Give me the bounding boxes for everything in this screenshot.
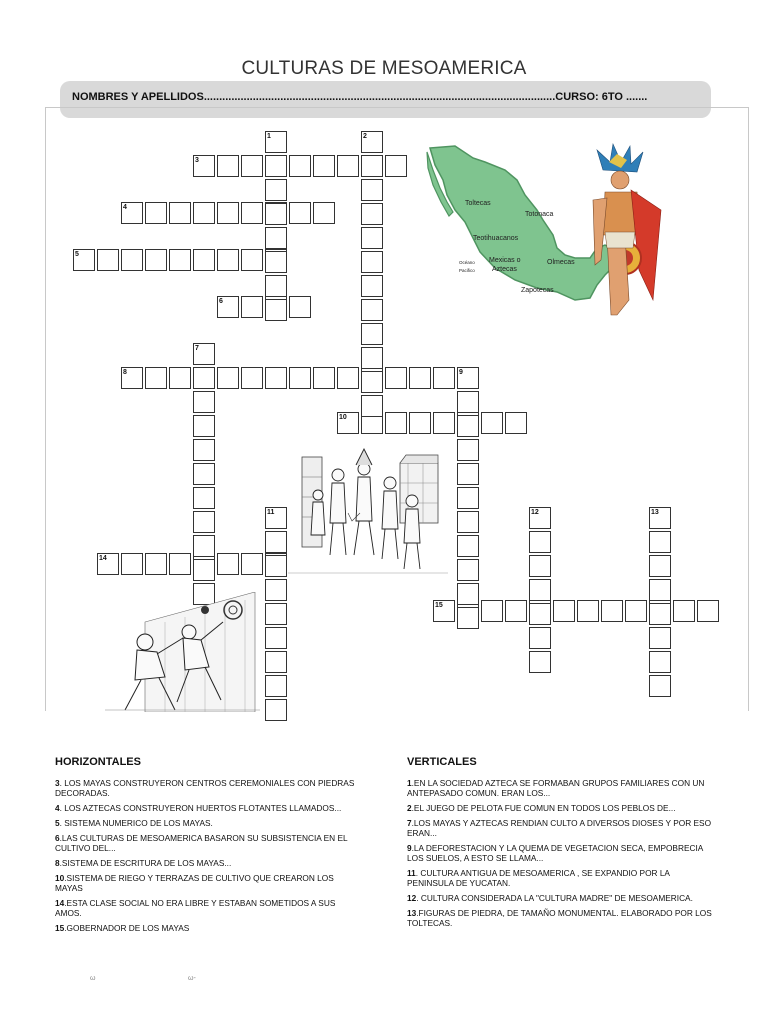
crossword-cell[interactable]: [505, 600, 527, 622]
crossword-cell[interactable]: [649, 555, 671, 577]
crossword-cell[interactable]: [169, 202, 191, 224]
clue-text: .LAS CULTURAS DE MESOAMERICA BASARON SU SUBSISTENCIA EN EL CULTIVO DEL...: [55, 833, 348, 853]
footer-mark-a: ω: [90, 975, 96, 982]
crossword-cell[interactable]: [265, 251, 287, 273]
crossword-cell[interactable]: [457, 511, 479, 533]
crossword-cell[interactable]: [313, 367, 335, 389]
clue-number: 8: [55, 858, 60, 868]
crossword-cell[interactable]: [409, 367, 431, 389]
crossword-cell[interactable]: [385, 412, 407, 434]
clue-number: 12: [407, 893, 417, 903]
crossword-cell[interactable]: [265, 179, 287, 201]
clue-text: . SISTEMA NUMERICO DE LOS MAYAS.: [59, 818, 213, 828]
clue-number: 3: [55, 778, 60, 788]
clue-number: 4: [55, 803, 60, 813]
clue-number-15: 15: [435, 602, 443, 609]
clue-text: .SISTEMA DE ESCRITURA DE LOS MAYAS...: [59, 858, 232, 868]
crossword-cell[interactable]: [529, 531, 551, 553]
crossword-cell[interactable]: [457, 463, 479, 485]
crossword-cell[interactable]: [433, 367, 455, 389]
crossword-cell[interactable]: [457, 391, 479, 413]
crossword-cell[interactable]: [217, 202, 239, 224]
crossword-cell[interactable]: [241, 249, 263, 271]
clue-text: . CULTURA CONSIDERADA LA "CULTURA MADRE" DE MESOAMERICA.: [416, 893, 693, 903]
crossword-cell[interactable]: [145, 249, 167, 271]
crossword-cell[interactable]: [361, 251, 383, 273]
vertical-clue-2: [407, 803, 717, 813]
crossword-cell[interactable]: [649, 603, 671, 625]
crossword-cell[interactable]: [361, 371, 383, 393]
crossword-cell[interactable]: [361, 299, 383, 321]
crossword-cell[interactable]: [217, 155, 239, 177]
crossword-cell[interactable]: [169, 553, 191, 575]
clue-number: 10: [55, 873, 65, 883]
crossword-cell[interactable]: [313, 155, 335, 177]
crossword-cell[interactable]: [505, 412, 527, 434]
crossword-cell[interactable]: [145, 553, 167, 575]
crossword-cell[interactable]: [457, 415, 479, 437]
crossword-cell[interactable]: [193, 439, 215, 461]
clue-number: 7: [407, 818, 412, 828]
clue-number-7: 7: [195, 345, 199, 352]
clue-number-5: 5: [75, 251, 79, 258]
crossword-cell[interactable]: [193, 367, 215, 389]
crossword-cell[interactable]: [361, 347, 383, 369]
mexico-shape: [430, 146, 617, 300]
crossword-cell[interactable]: [529, 603, 551, 625]
crossword-cell[interactable]: [409, 412, 431, 434]
clue-number-8: 8: [123, 369, 127, 376]
crossword-cell[interactable]: [265, 155, 287, 177]
crossword-cell[interactable]: [289, 202, 311, 224]
crossword-cell[interactable]: [241, 202, 263, 224]
vertical-clue-12: [407, 893, 717, 903]
horizontal-clue-3: [55, 778, 355, 798]
map-label-oceano: Océano: [459, 260, 475, 265]
horizontales-heading: HORIZONTALES: [55, 756, 141, 768]
mesoamerica-map: [425, 140, 670, 335]
crossword-cell[interactable]: [265, 275, 287, 297]
crossword-cell[interactable]: [217, 367, 239, 389]
clue-number-12: 12: [531, 509, 539, 516]
clue-number-10: 10: [339, 414, 347, 421]
temple-scene-illustration: [288, 443, 448, 578]
horizontal-clue-15: [55, 923, 355, 933]
footer-mark-b: ω-: [188, 975, 196, 982]
crossword-cell[interactable]: [145, 367, 167, 389]
clues-vertical: [407, 756, 717, 933]
clue-number-11: 11: [267, 509, 275, 516]
map-label-zapotecas: Zapotecas: [521, 287, 554, 294]
crossword-cell[interactable]: [361, 275, 383, 297]
crossword-cell[interactable]: [265, 227, 287, 249]
clues-horizontal: [55, 756, 355, 938]
crossword-cell[interactable]: [529, 627, 551, 649]
crossword-cell[interactable]: [193, 249, 215, 271]
crossword-cell[interactable]: [265, 651, 287, 673]
map-label-toltecas: Toltecas: [465, 200, 491, 207]
crossword-cell[interactable]: [169, 367, 191, 389]
crossword-cell[interactable]: [361, 155, 383, 177]
crossword-cell[interactable]: [361, 179, 383, 201]
crossword-cell[interactable]: [193, 559, 215, 581]
crossword-cell[interactable]: [217, 249, 239, 271]
clue-text: .EL JUEGO DE PELOTA FUE COMUN EN TODOS LOS PEBLOS DE...: [411, 803, 676, 813]
map-label-aztecas: Aztecas: [492, 266, 517, 273]
map-label-pacifico: Pacifico: [459, 268, 475, 273]
crossword-cell[interactable]: [361, 227, 383, 249]
crossword-cell[interactable]: [121, 249, 143, 271]
clue-text: .EN LA SOCIEDAD AZTECA SE FORMABAN GRUPOS FAMILIARES CON UN ANTEPASADO COMUN. ERAN LOS...: [407, 778, 705, 798]
crossword-cell[interactable]: [601, 600, 623, 622]
clue-number-6: 6: [219, 298, 223, 305]
crossword-cell[interactable]: [457, 439, 479, 461]
crossword-cell[interactable]: [649, 579, 671, 601]
vertical-clue-7: [407, 818, 717, 838]
clue-number-3: 3: [195, 157, 199, 164]
crossword-cell[interactable]: [241, 155, 263, 177]
crossword-cell[interactable]: [649, 627, 671, 649]
map-label-olmecas: Olmecas: [547, 259, 575, 266]
crossword-cell[interactable]: [457, 559, 479, 581]
vertical-clue-13: [407, 908, 717, 928]
map-label-mexicas: Mexicas o: [489, 257, 521, 264]
crossword-cell[interactable]: [385, 367, 407, 389]
clue-text: .GOBERNADOR DE LOS MAYAS: [64, 923, 190, 933]
crossword-cell[interactable]: [265, 555, 287, 577]
crossword-cell[interactable]: [289, 155, 311, 177]
crossword-cell[interactable]: [265, 699, 287, 721]
vertical-clue-9: [407, 843, 717, 863]
clue-number-14: 14: [99, 555, 107, 562]
crossword-cell[interactable]: [433, 412, 455, 434]
crossword-cell[interactable]: [529, 651, 551, 673]
crossword-cell[interactable]: [649, 675, 671, 697]
clue-number: 15: [55, 923, 65, 933]
clue-number-13: 13: [651, 509, 659, 516]
vertical-clue-1: [407, 778, 717, 798]
crossword-cell[interactable]: [265, 531, 287, 553]
crossword-cell[interactable]: [193, 415, 215, 437]
crossword-cell[interactable]: [457, 487, 479, 509]
clue-number-1: 1: [267, 133, 271, 140]
clue-number-4: 4: [123, 204, 127, 211]
map-label-totonaca: Totonaca: [525, 211, 554, 218]
crossword-cell[interactable]: [289, 296, 311, 318]
crossword-cell[interactable]: [457, 607, 479, 629]
crossword-cell[interactable]: [121, 553, 143, 575]
crossword-cell[interactable]: [673, 600, 695, 622]
clue-text: .LOS MAYAS Y AZTECAS RENDIAN CULTO A DIVERSOS DIOSES Y POR ESO ERAN...: [407, 818, 712, 838]
crossword-cell[interactable]: [193, 202, 215, 224]
crossword-cell[interactable]: [697, 600, 719, 622]
crossword-cell[interactable]: [577, 600, 599, 622]
horizontal-clue-5: [55, 818, 355, 828]
crossword-cell[interactable]: [361, 395, 383, 417]
crossword-cell[interactable]: [265, 579, 287, 601]
clue-number-2: 2: [363, 133, 367, 140]
horizontal-clue-8: [55, 858, 355, 868]
horizontal-clue-6: [55, 833, 355, 853]
crossword-cell[interactable]: [361, 203, 383, 225]
crossword-cell[interactable]: [289, 367, 311, 389]
crossword-cell[interactable]: [193, 487, 215, 509]
clue-number: 6: [55, 833, 60, 843]
clue-number: 1: [407, 778, 412, 788]
crossword-cell[interactable]: [241, 296, 263, 318]
crossword-cell[interactable]: [193, 391, 215, 413]
crossword-cell[interactable]: [241, 367, 263, 389]
crossword-cell[interactable]: [625, 600, 647, 622]
ball-game-illustration: [105, 592, 260, 712]
crossword-cell[interactable]: [361, 323, 383, 345]
crossword-cell[interactable]: [649, 651, 671, 673]
crossword-cell[interactable]: [265, 675, 287, 697]
clue-text: .FIGURAS DE PIEDRA, DE TAMAÑO MONUMENTAL. ELABORADO POR LOS TOLTECAS.: [407, 908, 712, 928]
crossword-cell[interactable]: [481, 600, 503, 622]
crossword-cell[interactable]: [337, 155, 359, 177]
crossword-cell[interactable]: [265, 299, 287, 321]
crossword-cell[interactable]: [265, 627, 287, 649]
crossword-cell[interactable]: [481, 412, 503, 434]
crossword-cell[interactable]: [193, 535, 215, 557]
crossword-cell[interactable]: [457, 535, 479, 557]
crossword-cell[interactable]: [529, 579, 551, 601]
clue-number: 9: [407, 843, 412, 853]
clue-number: 14: [55, 898, 65, 908]
page-title: CULTURAS DE MESOAMERICA: [241, 58, 527, 79]
crossword-cell[interactable]: [313, 202, 335, 224]
clue-text: .ESTA CLASE SOCIAL NO ERA LIBRE Y ESTABAN SOMETIDOS A SUS AMOS.: [55, 898, 336, 918]
crossword-cell[interactable]: [457, 583, 479, 605]
crossword-cell[interactable]: [217, 553, 239, 575]
crossword-cell[interactable]: [193, 511, 215, 533]
crossword-cell[interactable]: [265, 203, 287, 225]
verticales-heading: VERTICALES: [407, 756, 477, 768]
crossword-cell[interactable]: [169, 249, 191, 271]
clue-number: 5: [55, 818, 60, 828]
crossword-cell[interactable]: [265, 603, 287, 625]
crossword-cell[interactable]: [385, 155, 407, 177]
clue-text: . CULTURA ANTIGUA DE MESOAMERICA , SE EXPANDIO POR LA PENINSULA DE YUCATAN.: [407, 868, 670, 888]
crossword-cell[interactable]: [193, 463, 215, 485]
horizontal-clue-10: [55, 873, 355, 893]
crossword-cell[interactable]: [649, 531, 671, 553]
aztec-warrior-figure: [593, 144, 661, 315]
crossword-cell[interactable]: [265, 367, 287, 389]
horizontal-clue-4: [55, 803, 355, 813]
name-course-line: NOMBRES Y APELLIDOS...................................................................................................................CURSO: 6TO .......: [72, 91, 648, 103]
clue-number: 13: [407, 908, 417, 918]
clue-text: . LOS AZTECAS CONSTRUYERON HUERTOS FLOTANTES LLAMADOS...: [59, 803, 342, 813]
crossword-cell[interactable]: [553, 600, 575, 622]
crossword-cell[interactable]: [97, 249, 119, 271]
crossword-cell[interactable]: [145, 202, 167, 224]
clue-number-9: 9: [459, 369, 463, 376]
map-label-teotihuacanos: Teotihuacanos: [473, 235, 519, 242]
clue-text: .SISTEMA DE RIEGO Y TERRAZAS DE CULTIVO QUE CREARON LOS MAYAS: [55, 873, 334, 893]
clue-text: .LA DEFORESTACION Y LA QUEMA DE VEGETACION SECA, EMPOBRECIA LOS SUELOS, A ESTO SE LLAMA...: [407, 843, 703, 863]
clue-number: 11: [407, 868, 416, 878]
crossword-cell[interactable]: [337, 367, 359, 389]
horizontal-clue-14: [55, 898, 355, 918]
crossword-cell[interactable]: [241, 553, 263, 575]
crossword-cell[interactable]: [529, 555, 551, 577]
clue-text: . LOS MAYAS CONSTRUYERON CENTROS CEREMONIALES CON PIEDRAS DECORADAS.: [55, 778, 355, 798]
clue-number: 2: [407, 803, 412, 813]
vertical-clue-11: [407, 868, 717, 888]
